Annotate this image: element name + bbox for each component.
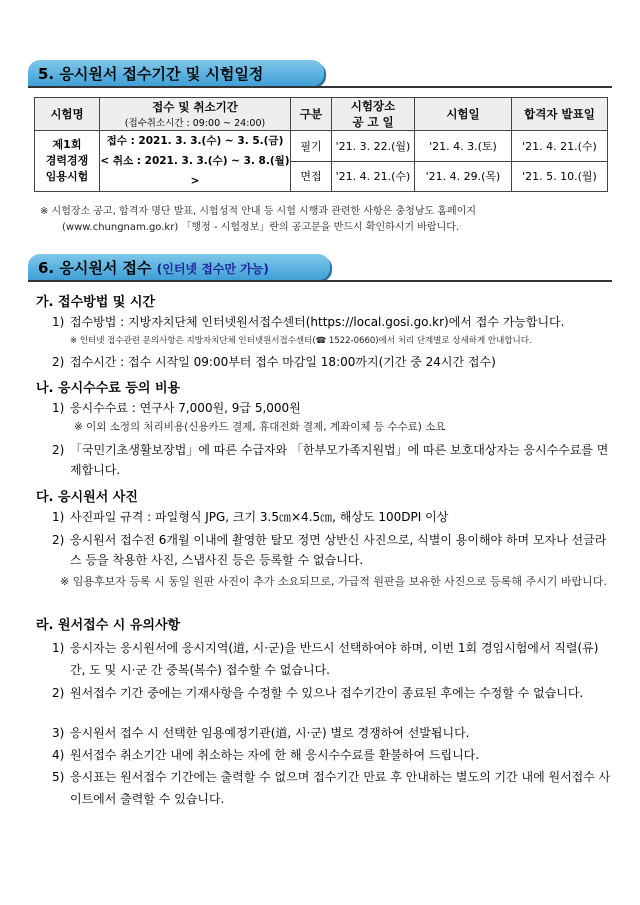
header-period-sub: (접수취소시간 : 09:00 ~ 24:00) (124, 118, 266, 129)
section-5-note (40, 204, 620, 236)
ra-item-3-num: 3) (52, 726, 65, 740)
section-6-header (28, 254, 330, 280)
na-heading: 나. 응시수수료 등의 비용 (36, 381, 181, 396)
header-period-label: 접수 및 취소기간 (152, 100, 238, 114)
row2-type: 면접 (291, 161, 332, 192)
header-place (332, 98, 415, 131)
period-cell (100, 131, 291, 192)
row1-place: '21. 3. 22.(월) (332, 131, 415, 162)
na-item-2-num: 2) (52, 443, 65, 457)
header-date: 시험일 (415, 98, 512, 131)
na-item-1 (52, 398, 617, 418)
header-period (100, 98, 291, 131)
row2-result: '21. 5. 10.(월) (512, 161, 608, 192)
ra-item-2-num: 2) (52, 686, 65, 700)
ra-item-2 (52, 682, 617, 704)
exam-name-1: 제1회 (52, 138, 82, 151)
ra-item-3 (52, 723, 617, 743)
na-item-1-num: 1) (52, 401, 65, 415)
da-item-1-num: 1) (52, 510, 65, 524)
header-type: 구분 (291, 98, 332, 131)
da-item-1-text: 사진파일 규격 : 파일형식 JPG, 크기 3.5㎝×4.5㎝, 해상도 100DPI 이상 (70, 510, 449, 524)
ra-item-1 (52, 637, 617, 681)
na-item-1-text: 응시수수료 : 연구사 7,000원, 9급 5,000원 (70, 401, 301, 415)
row2-date: '21. 4. 29.(목) (415, 161, 512, 192)
ra-item-5 (52, 766, 617, 810)
header-exam: 시험명 (35, 98, 100, 131)
row2-place: '21. 4. 21.(수) (332, 161, 415, 192)
da-item-1 (52, 507, 617, 527)
table-header-row (35, 98, 608, 131)
da-item-2-text: 응시원서 접수전 6개월 이내에 촬영한 탈모 정면 상반신 사진으로, 식별이 용이해야 하며 모자나 선글라스 등을 착용한 사진, 스냅사진 등은 등록할 수 없습니다. (70, 533, 607, 567)
header-place-2: 공 고 일 (352, 115, 394, 129)
table-row (35, 131, 608, 162)
section-5-note-line-1: ※ 시험장소 공고, 합격자 명단 발표, 시험성적 안내 등 시험 시행과 관련한 사항은 충청남도 홈페이지 (40, 206, 476, 217)
ra-item-4-num: 4) (52, 748, 65, 762)
da-item-2 (52, 530, 617, 570)
section-5-title: 5. 응시원서 접수기간 및 시험일정 (38, 65, 264, 83)
ga-item-1-num: 1) (52, 315, 65, 329)
exam-name-2: 경력경쟁 (45, 154, 89, 167)
da-item-2-num: 2) (52, 533, 65, 547)
da-heading: 다. 응시원서 사진 (36, 490, 138, 505)
row1-type: 필기 (291, 131, 332, 162)
ga-item-1 (52, 312, 617, 332)
ra-item-2-text: 원서접수 기간 중에는 기재사항을 수정할 수 있으나 접수기간이 종료된 후에는 수정할 수 없습니다. (70, 686, 584, 700)
section-6-title: 6. 응시원서 접수 (38, 259, 152, 277)
row1-result: '21. 4. 21.(수) (512, 131, 608, 162)
ra-item-1-text: 응시자는 응시원서에 응시지역(道, 시·군)을 반드시 선택하여야 하며, 이번 1회 경임시험에서 직렬(류) 간, 도 및 시·군 간 중복(복수) 접수할 수 없습니다. (70, 641, 599, 677)
ra-item-1-num: 1) (52, 641, 65, 655)
section-5-header (28, 60, 324, 86)
row1-date: '21. 4. 3.(토) (415, 131, 512, 162)
section-6-subtitle: (인터넷 접수만 가능) (156, 262, 269, 276)
period-apply: 접수 : 2021. 3. 3.(수) ~ 3. 5.(금) (106, 135, 284, 147)
ga-item-2 (52, 352, 617, 372)
ra-item-5-num: 5) (52, 770, 65, 784)
section-6-rule (28, 280, 612, 282)
period-cancel: < 취소 : 2021. 3. 3.(수) ~ 3. 8.(월) > (100, 155, 290, 187)
header-place-1: 시험장소 (350, 99, 396, 113)
section-5-note-line-2: (www.chungnam.go.kr) 「행정 - 시험정보」란의 공고문을 반드시 확인하시기 바랍니다. (62, 222, 460, 233)
na-item-2-text: 「국민기초생활보장법」에 따른 수급자와 「한부모가족지원법」에 따른 보호대상자는 응시수수료를 면제합니다. (70, 443, 609, 477)
da-note: ※ 임용후보자 등록 시 동일 원판 사진이 추가 소요되므로, 가급적 원판을 보유한 사진으로 등록해 주시기 바랍니다. (60, 575, 607, 588)
exam-name-3: 임용시험 (45, 170, 89, 183)
ga-item-1-text: 접수방법 : 지방자치단체 인터넷원서접수센터(https://local.gosi.go.kr)에서 접수 가능합니다. (70, 315, 565, 329)
ra-heading: 라. 원서접수 시 유의사항 (36, 618, 181, 633)
ra-item-3-text: 응시원서 접수 시 선택한 임용예정기관(道, 시·군) 별로 경쟁하여 선발됩니다. (70, 726, 470, 740)
header-result: 합격자 발표일 (512, 98, 608, 131)
na-item-1-note: ※ 이외 소정의 처리비용(신용카드 결제, 휴대전화 결제, 계좌이체 등 수수료) 소요 (74, 421, 446, 433)
ra-item-4 (52, 745, 617, 765)
exam-name-cell (35, 131, 100, 192)
section-5-rule (28, 86, 612, 88)
section-6-title-wrap (38, 257, 269, 278)
ga-item-2-text: 접수시간 : 접수 시작일 09:00부터 접수 마감일 18:00까지(기간 중 24시간 접수) (70, 355, 496, 369)
ga-heading: 가. 접수방법 및 시간 (36, 295, 155, 310)
schedule-table (34, 97, 608, 192)
na-item-2 (52, 440, 617, 480)
ga-item-1-note: ※ 인터넷 접수관련 문의사항은 지방자치단체 인터넷원서접수센터(☎ 1522-0660)에서 처리 단계별로 상세하게 안내합니다. (70, 336, 532, 346)
ga-item-2-num: 2) (52, 355, 65, 369)
ra-item-4-text: 원서접수 취소기간 내에 취소하는 자에 한 해 응시수수료를 환불하여 드립니다. (70, 748, 480, 762)
ra-item-5-text: 응시표는 원서접수 기간에는 출력할 수 없으며 접수기간 만료 후 안내하는 별도의 기간 내에 원서접수 사이트에서 출력할 수 있습니다. (70, 770, 611, 806)
